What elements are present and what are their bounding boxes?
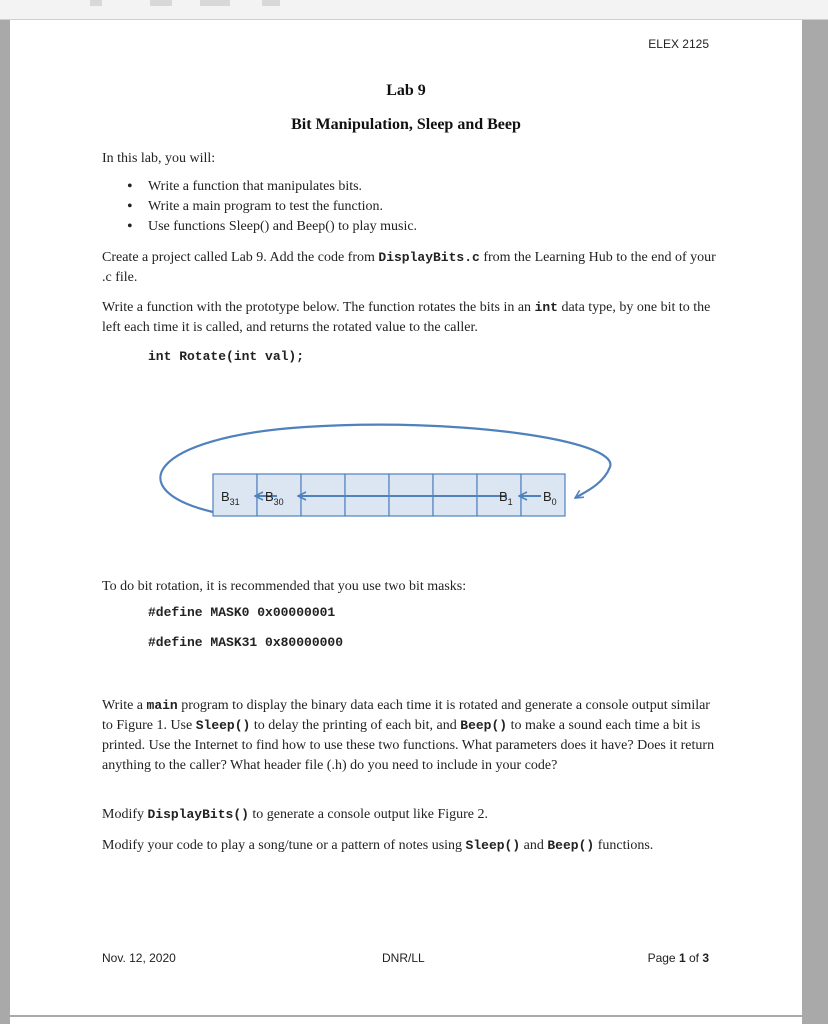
paragraph-displaybits: Modify DisplayBits() to generate a console output like Figure 2. [102,807,489,822]
objectives-list [120,177,417,237]
paragraph-create-project: Create a project called Lab 9. Add the code from DisplayBits.c from the Learning Hub to the end of your .c file. [102,250,716,285]
footer-authors: DNR/LL [382,951,425,965]
function-prototype: int Rotate(int val); [148,349,305,364]
toolbar-fragment [150,0,172,6]
intro-text: In this lab, you will: [102,151,216,166]
list-item: • Write a function that manipulates bits. [120,177,417,197]
paragraph-main-program: Write a main program to display the binary data each time it is rotated and generate a console output similar to Figure 1. Use Sleep() to delay the printing of each bit, and Beep() to make a sound each time a bit is printed. Use the Internet to find how to use these two functions. What parameters does it have? Does it return anything to the caller? What header file (.h) do you need to include in your code? [102,698,715,773]
document-page [10,20,802,1015]
next-page-edge [10,1017,802,1024]
code-filename: DisplayBits.c [378,250,480,265]
bit-label-b1: $B_1$ [499,489,513,507]
bit-label-b30: $B_{30}$ [265,489,284,507]
page-subtitle: Bit Manipulation, Sleep and Beep [291,116,521,133]
toolbar-fragment [90,0,102,6]
list-item: • Use functions Sleep() and Beep() to play music. [120,217,417,237]
list-item: • Write a main program to test the function. [120,197,417,217]
code-int: int [534,300,558,315]
paragraph-song: Modify your code to play a song/tune or a pattern of notes using Sleep() and Beep() functions. [102,838,654,853]
paragraph-function: Write a function with the prototype below. The function rotates the bits in an int data type, by one bit to the left each time it is called, and returns the rotated value to the caller. [102,300,711,335]
toolbar-fragment [262,0,280,6]
bit-label-b31: $B_{31}$ [221,489,240,507]
viewer-toolbar [0,0,828,20]
page-title: Lab 9 [386,82,426,99]
bit-rotation-diagram [155,405,615,545]
bit-label-b0: $B_0$ [543,489,557,507]
define-mask31: #define MASK31 0x80000000 [148,635,344,650]
paragraph-masks: To do bit rotation, it is recommended that you use two bit masks: [102,579,467,594]
bit-cell [213,474,257,516]
toolbar-fragment [200,0,230,6]
footer-page-number: Page 1 of 3 [647,951,709,965]
footer-date: Nov. 12, 2020 [102,951,176,965]
define-mask0: #define MASK0 0x00000001 [148,605,336,620]
header-course: ELEX 2125 [648,37,709,51]
